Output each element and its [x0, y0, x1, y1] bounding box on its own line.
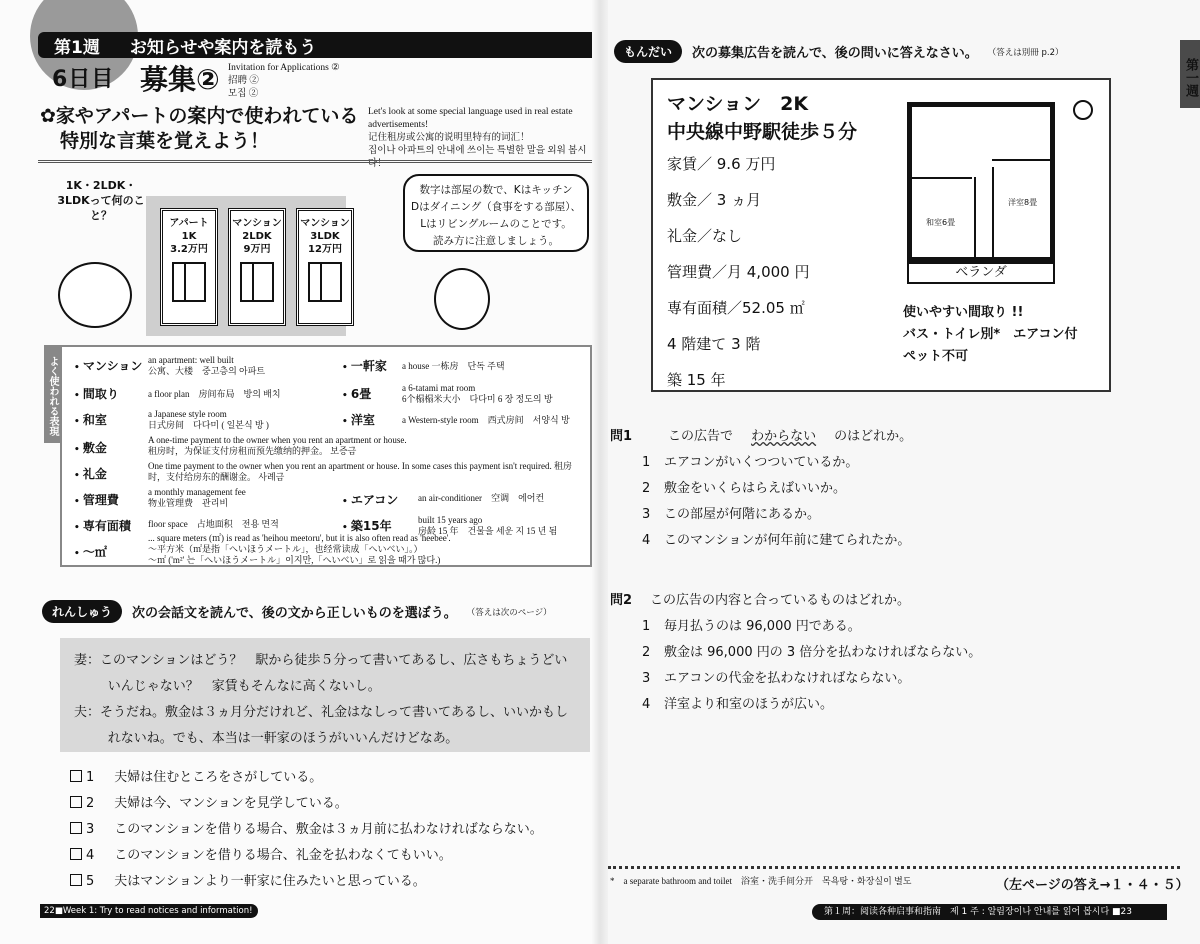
checkbox[interactable] — [70, 822, 82, 834]
lesson-title: 募集② — [140, 63, 220, 96]
problem-note: （答えは別冊 p.2） — [987, 47, 1064, 58]
book-gutter — [592, 0, 608, 944]
dotted-divider — [608, 866, 1180, 869]
answer-option[interactable]: 2 敷金は 96,000 円の 3 倍分を払わなければならない。 — [642, 645, 982, 660]
listing-card: アパート 1K 3.2万円 — [160, 208, 218, 326]
veranda-label: ベランダ — [907, 262, 1055, 284]
dialog-line: 妻：このマンションはどう？ 駅から徒歩５分って書いてあるし、広さもちょうどいいんじゃない？ 家賃もそんなに高くないし。 — [74, 653, 568, 694]
answer-option[interactable]: 2 敷金をいくらはらえばいいか。 — [642, 481, 847, 496]
answer-option[interactable]: 3 この部屋が何階にあるか。 — [642, 507, 821, 522]
ad-floor-space: 専有面積／52.05 ㎡ — [667, 299, 805, 317]
ad-features: 使いやすい間取り !! バス・トイレ別* エアコン付 ペット不可 — [903, 305, 1078, 364]
listing-card: マンション 3LDK 12万円 — [296, 208, 354, 326]
problem-label: もんだい — [614, 40, 682, 63]
ad-location: 中央線中野駅徒歩５分 — [667, 121, 858, 143]
ad-title: マンション 2K — [667, 93, 809, 115]
footnote: * a separate bathroom and toilet 浴室・洗手间分开 목욕탕・화장실이 별도 — [610, 876, 912, 886]
headline-translation: Let's look at some special language used in real estate advertisements! 记住租房或公寓的说明里特有的词汇！ 집이나 아파트의 안내에 쓰이는 특별한 말을 외워 봅시다！ — [368, 107, 587, 169]
day-label: 6日目 — [52, 67, 115, 92]
ad-deposit: 敷金／ 3 ヵ月 — [667, 191, 762, 209]
illustration-question: 1K・2LDK・3LDKって何のこと？ — [57, 179, 145, 222]
ad-floor: 4 階建て 3 階 — [667, 335, 761, 353]
floor-plan — [907, 102, 1055, 262]
section-headline: ✿家やアパートの案内で使われている 特別な言葉を覚えよう！ — [40, 105, 359, 152]
ad-management-fee: 管理費／月 4,000 円 — [667, 263, 810, 281]
bird-character-icon — [58, 262, 132, 328]
ad-key-money: 礼金／なし — [667, 227, 743, 245]
practice-header — [42, 600, 552, 623]
compass-north-icon — [1073, 100, 1093, 120]
edge-tab: 第一週 — [1180, 40, 1200, 108]
floor-plan-icon — [172, 262, 206, 302]
checkbox[interactable] — [70, 770, 82, 782]
room-japanese: 和室6畳 — [926, 218, 956, 227]
answer-option[interactable]: 4 このマンションが何年前に建てられたか。 — [642, 533, 911, 548]
choice-item[interactable]: 3 このマンションを借りる場合、敷金は３ヵ月前に払わなければならない。 — [70, 817, 543, 843]
floor-plan-icon — [308, 262, 342, 302]
practice-note: （答えは次のページ） — [466, 607, 552, 618]
lesson-subtitle: Invitation for Applications ② 招聘 ② 모집 ② — [228, 63, 340, 99]
answer-option[interactable]: 1 エアコンがいくつついているか。 — [642, 455, 859, 470]
vocab-box: • マンション an apartment: well built 公寓、大楼 중고층의 아파트 • 一軒家 a house 一栋房 단독 주택 • 間取り a floor plan 房间布局 방의 배치 • 6畳 a 6-tatami mat room 6个榻榻米大小 다다미 6 장 정도의 방 • 和室 a Japanese style room 日式房间 다다미 ( 일본식 방 ) • 洋室 a Western-style room 西式房间 서양식 방 • 敷金 A one-time payment to the owner when you rent an apartment or house. 租房时，为保证支付房租而预先缴纳的押金。 보증금 • 礼金 One time payment to the owner when you rent an apartment or house. In some cases this payment isn't required. 租房时，支付给房东的酬谢金。 사례금 • 管理費 a monthly management fee 物业管理费 관리비 • エアコン an air-conditioner 空调 에어컨 • 専有面積 floor space 占地面积 전용 면적 • 築15年 built 15 years ago 房龄 15 年 건물을 세운 지 15 년 됨 • 〜㎡ ... square meters (㎡) is read as 'heihou meetoru', but it is also often read as 'heebee'. 〜平方米（㎡是指「へいほうメートル」，也经常读成「へいべい」。） 〜㎡ ('m²' 는「へいほうメートル」이지만,「へいべい」로 읽을 때가 많다.) — [60, 345, 592, 567]
problem-instruction: 次の募集広告を読んで、後の問いに答えなさい。 — [692, 46, 978, 61]
page-footer-right: 第１周：阅读各种启事和指南 제 1 주 : 알림장이나 안내를 읽어 봅시다 ■23 — [812, 904, 1167, 920]
previous-page-answer: （左ページの答え→１・４・５） — [996, 878, 1189, 893]
answer-option[interactable]: 4 洋室より和室のほうが広い。 — [642, 697, 834, 712]
ad-rent: 家賃／ 9.6 万円 — [667, 155, 776, 173]
practice-choices — [70, 765, 543, 895]
divider — [38, 160, 598, 163]
choice-item[interactable]: 4 このマンションを借りる場合、礼金を払わなくてもいい。 — [70, 843, 543, 869]
answer-option[interactable]: 3 エアコンの代金を払わなければならない。 — [642, 671, 911, 686]
practice-instruction: 次の会話文を読んで、後の文から正しいものを選ぼう。 — [132, 606, 457, 621]
practice-label: れんしゅう — [42, 600, 122, 623]
ad-age: 築 15 年 — [667, 371, 726, 389]
checkbox[interactable] — [70, 874, 82, 886]
dialog-line: 夫：そうだね。敷金は３ヵ月分だけれど、礼金はなしって書いてあるし、いいかもしれないね。でも、本当は一軒家のほうがいいんだけどなあ。 — [74, 705, 569, 746]
week-title: お知らせや案内を読もう — [129, 37, 317, 58]
chick-character-icon — [434, 268, 490, 330]
choice-item[interactable]: 2 夫婦は今、マンションを見学している。 — [70, 791, 543, 817]
week-number: 第1週 — [54, 37, 100, 58]
problem-header — [614, 40, 1063, 63]
page-footer-left: 22■Week 1: Try to read notices and information! — [40, 904, 258, 918]
checkbox[interactable] — [70, 848, 82, 860]
question-1: 問1 この広告で わからない のはどれか。 1 エアコンがいくつついているか。 2 敷金をいくらはらえばいいか。 3 この部屋が何階にあるか。 4 このマンションが何年前に建てられたか。 — [610, 424, 912, 554]
checkbox[interactable] — [70, 796, 82, 808]
choice-item[interactable]: 5 夫はマンションより一軒家に住みたいと思っている。 — [70, 869, 543, 895]
answer-option[interactable]: 1 毎月払うのは 96,000 円である。 — [642, 619, 861, 634]
question-2: 問2 この広告の内容と合っているものはどれか。 1 毎月払うのは 96,000 円である。 2 敷金は 96,000 円の 3 倍分を払わなければならない。 3 エアコンの代金を払わなければならない。 4 洋室より和室のほうが広い。 — [610, 588, 981, 718]
listing-card: マンション 2LDK 9万円 — [228, 208, 286, 326]
room-western: 洋室8畳 — [1008, 198, 1038, 207]
floor-plan-icon — [240, 262, 274, 302]
week-header-bar — [38, 32, 596, 58]
dialog-box — [60, 638, 590, 752]
choice-item[interactable]: 1 夫婦は住むところをさがしている。 — [70, 765, 543, 791]
apartment-ad — [651, 78, 1111, 392]
speech-bubble: 数字は部屋の数で、Kはキッチン Dはダイニング（食事をする部屋）、 Lはリビングルームのことです。 読み方に注意しましょう。 — [403, 174, 589, 252]
vocab-tab: よく使われる表現 — [44, 345, 60, 443]
